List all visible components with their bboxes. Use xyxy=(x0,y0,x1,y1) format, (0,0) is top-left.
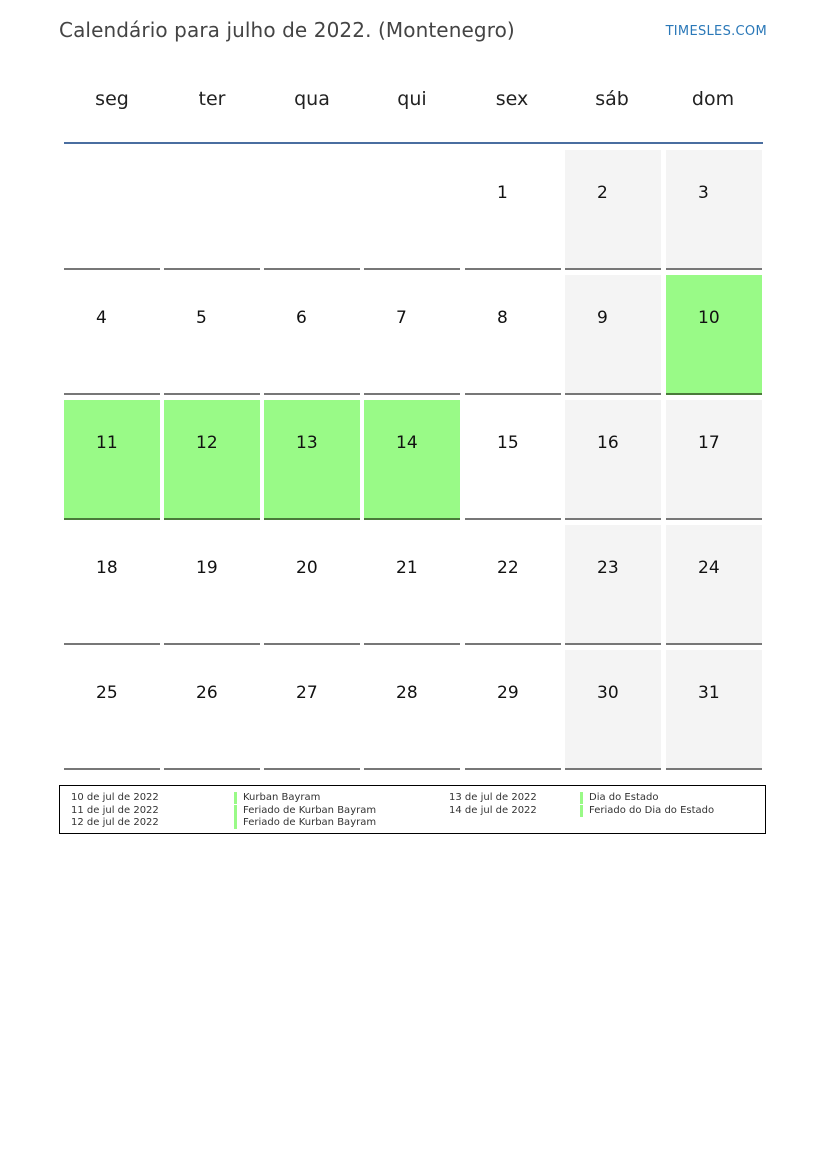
legend-date: 13 de jul de 2022 xyxy=(449,792,537,803)
day-number: 14 xyxy=(396,433,418,453)
day-number: 28 xyxy=(396,683,418,703)
header-divider xyxy=(64,142,763,144)
weekday-header xyxy=(64,88,764,120)
weekday-tue: ter xyxy=(198,88,226,110)
day-number: 20 xyxy=(296,558,318,578)
day-cell[interactable] xyxy=(465,525,561,645)
legend-date: 11 de jul de 2022 xyxy=(71,805,159,816)
day-cell[interactable] xyxy=(164,400,260,520)
day-number: 30 xyxy=(597,683,619,703)
legend-holiday-name: Dia do Estado xyxy=(580,792,658,804)
day-number: 13 xyxy=(296,433,318,453)
day-number: 8 xyxy=(497,308,508,328)
day-number: 15 xyxy=(497,433,519,453)
weekday-mon: seg xyxy=(95,88,129,110)
legend-date: 10 de jul de 2022 xyxy=(71,792,159,803)
day-cell[interactable] xyxy=(565,650,661,770)
day-number: 18 xyxy=(96,558,118,578)
empty-day-cell xyxy=(164,150,260,270)
brand-link[interactable]: TIMESLES.COM xyxy=(665,24,767,39)
day-cell[interactable] xyxy=(666,525,762,645)
weekday-thu: qui xyxy=(397,88,427,110)
day-number: 7 xyxy=(396,308,407,328)
legend-holiday-name: Feriado do Dia do Estado xyxy=(580,805,714,817)
legend-date: 12 de jul de 2022 xyxy=(71,817,159,828)
day-number: 9 xyxy=(597,308,608,328)
day-number: 31 xyxy=(698,683,720,703)
empty-day-cell xyxy=(64,150,160,270)
legend-holiday-name: Kurban Bayram xyxy=(234,792,320,804)
day-cell[interactable] xyxy=(465,275,561,395)
day-number: 10 xyxy=(698,308,720,328)
weekday-sun: dom xyxy=(691,88,735,110)
day-number: 2 xyxy=(597,183,608,203)
day-number: 4 xyxy=(96,308,107,328)
day-cell[interactable] xyxy=(666,150,762,270)
day-cell[interactable] xyxy=(565,525,661,645)
day-cell[interactable] xyxy=(64,525,160,645)
day-cell[interactable] xyxy=(64,400,160,520)
day-number: 21 xyxy=(396,558,418,578)
day-cell[interactable] xyxy=(64,275,160,395)
day-number: 6 xyxy=(296,308,307,328)
day-number: 1 xyxy=(497,183,508,203)
day-number: 29 xyxy=(497,683,519,703)
day-number: 27 xyxy=(296,683,318,703)
day-cell[interactable] xyxy=(666,400,762,520)
day-cell[interactable] xyxy=(64,650,160,770)
legend-date: 14 de jul de 2022 xyxy=(449,805,537,816)
day-cell[interactable] xyxy=(565,275,661,395)
empty-day-cell xyxy=(364,150,460,270)
day-cell[interactable] xyxy=(666,650,762,770)
day-cell[interactable] xyxy=(364,650,460,770)
day-number: 5 xyxy=(196,308,207,328)
page-title: Calendário para julho de 2022. (Montenegro) xyxy=(59,18,515,42)
day-cell[interactable] xyxy=(364,400,460,520)
day-number: 22 xyxy=(497,558,519,578)
day-cell[interactable] xyxy=(164,650,260,770)
legend-holiday-name: Feriado de Kurban Bayram xyxy=(234,817,376,829)
day-cell[interactable] xyxy=(264,650,360,770)
day-cell[interactable] xyxy=(264,400,360,520)
day-cell[interactable] xyxy=(465,400,561,520)
day-cell[interactable] xyxy=(264,275,360,395)
day-cell[interactable] xyxy=(164,525,260,645)
day-cell[interactable] xyxy=(666,275,762,395)
day-number: 23 xyxy=(597,558,619,578)
day-cell[interactable] xyxy=(364,525,460,645)
legend-holiday-name: Feriado de Kurban Bayram xyxy=(234,805,376,817)
day-number: 19 xyxy=(196,558,218,578)
weekday-sat: sáb xyxy=(595,88,629,110)
weekday-fri: sex xyxy=(495,88,529,110)
day-cell[interactable] xyxy=(465,150,561,270)
day-number: 17 xyxy=(698,433,720,453)
day-cell[interactable] xyxy=(465,650,561,770)
day-number: 26 xyxy=(196,683,218,703)
day-cell[interactable] xyxy=(264,525,360,645)
day-number: 11 xyxy=(96,433,118,453)
day-cell[interactable] xyxy=(364,275,460,395)
day-number: 25 xyxy=(96,683,118,703)
day-cell[interactable] xyxy=(565,400,661,520)
empty-day-cell xyxy=(264,150,360,270)
holiday-legend xyxy=(59,785,766,834)
weekday-wed: qua xyxy=(294,88,330,110)
day-number: 16 xyxy=(597,433,619,453)
day-number: 12 xyxy=(196,433,218,453)
day-number: 24 xyxy=(698,558,720,578)
day-number: 3 xyxy=(698,183,709,203)
day-cell[interactable] xyxy=(565,150,661,270)
day-cell[interactable] xyxy=(164,275,260,395)
